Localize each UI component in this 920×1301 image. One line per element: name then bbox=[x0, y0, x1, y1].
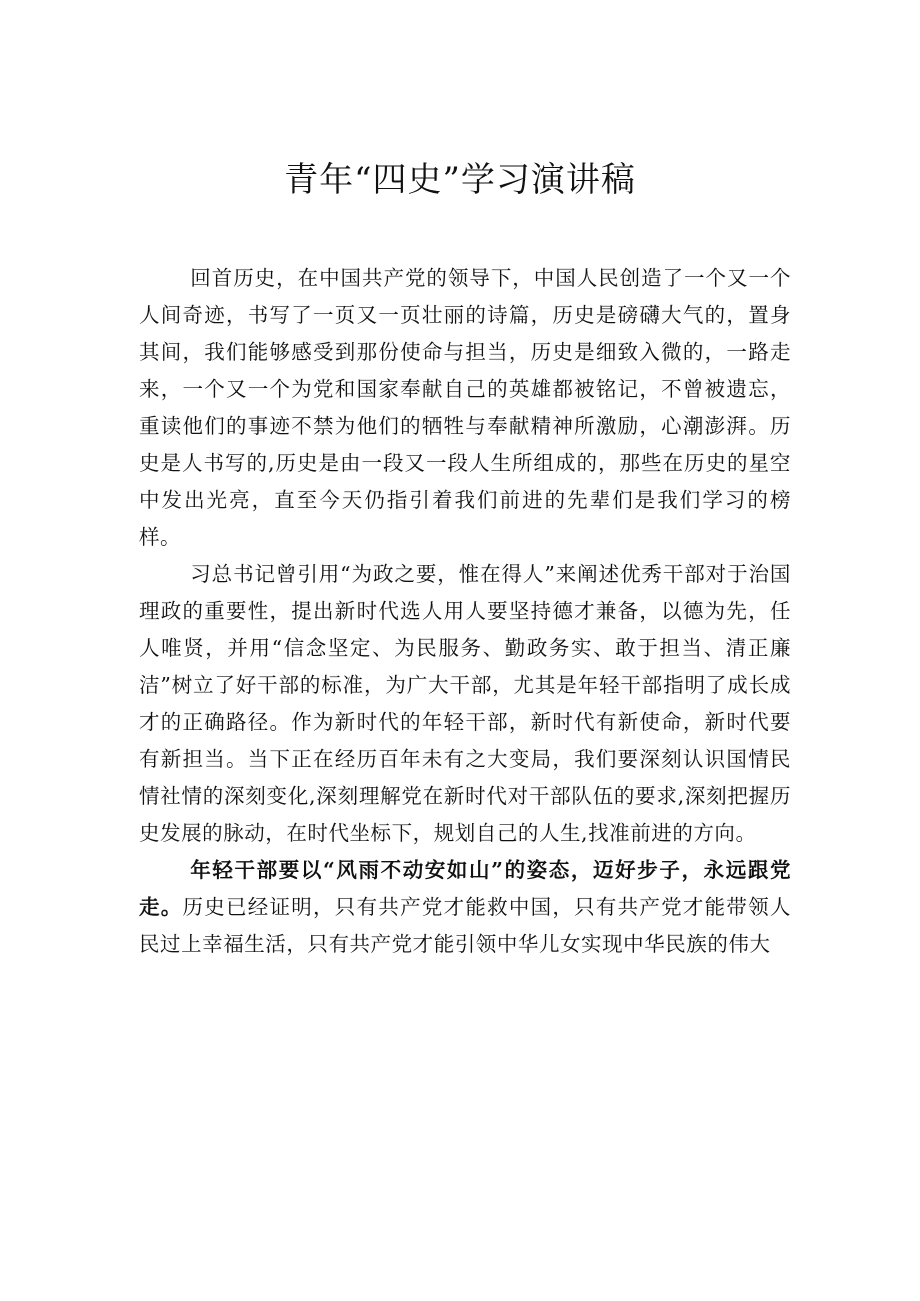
paragraph-2 bbox=[139, 556, 791, 852]
paragraph-2-text: 习总书记曾引用“为政之要，惟在得人”来阐述优秀干部对于治国理政的重要性，提出新时代选人用人要坚持德才兼备，以德为先，任人唯贤，并用“信念坚定、为民服务、勤政务实、敢于担当、清正廉洁”树立了好干部的标准，为广大干部，尤其是年轻干部指明了成长成才的正确路径。作为新时代的年轻干部，新时代有新使命，新时代要有新担当。当下正在经历百年未有之大变局，我们要深刻认识国情民情社情的深刻变化,深刻理解党在新时代对干部队伍的要求,深刻把握历史发展的脉动，在时代坐标下，规划自己的人生,找准前进的方向。 bbox=[139, 562, 791, 845]
document-body bbox=[139, 260, 791, 963]
paragraph-3-bold-lead: 年轻干部要以“风雨不动安如山”的姿态，迈好步子，永远跟党走。 bbox=[139, 858, 791, 919]
paragraph-3-text: 历史已经证明，只有共产党才能救中国，只有共产党才能带领人民过上幸福生活，只有共产党才能引领中华儿女实现中华民族的伟大 bbox=[139, 895, 791, 956]
document-title: 青年“四史”学习演讲稿 bbox=[284, 160, 636, 200]
paragraph-1 bbox=[139, 260, 791, 556]
paragraph-1-text: 回首历史，在中国共产党的领导下，中国人民创造了一个又一个人间奇迹，书写了一页又一页壮丽的诗篇，历史是磅礴大气的，置身其间，我们能够感受到那份使命与担当，历史是细致入微的，一路走来，一个又一个为党和国家奉献自己的英雄都被铭记，不曾被遗忘，重读他们的事迹不禁为他们的牺牲与奉献精神所激励，心潮澎湃。历史是人书写的,历史是由一段又一段人生所组成的，那些在历史的星空中发出光亮，直至今天仍指引着我们前进的先辈们是我们学习的榜样。 bbox=[139, 266, 791, 549]
paragraph-3 bbox=[139, 852, 791, 963]
